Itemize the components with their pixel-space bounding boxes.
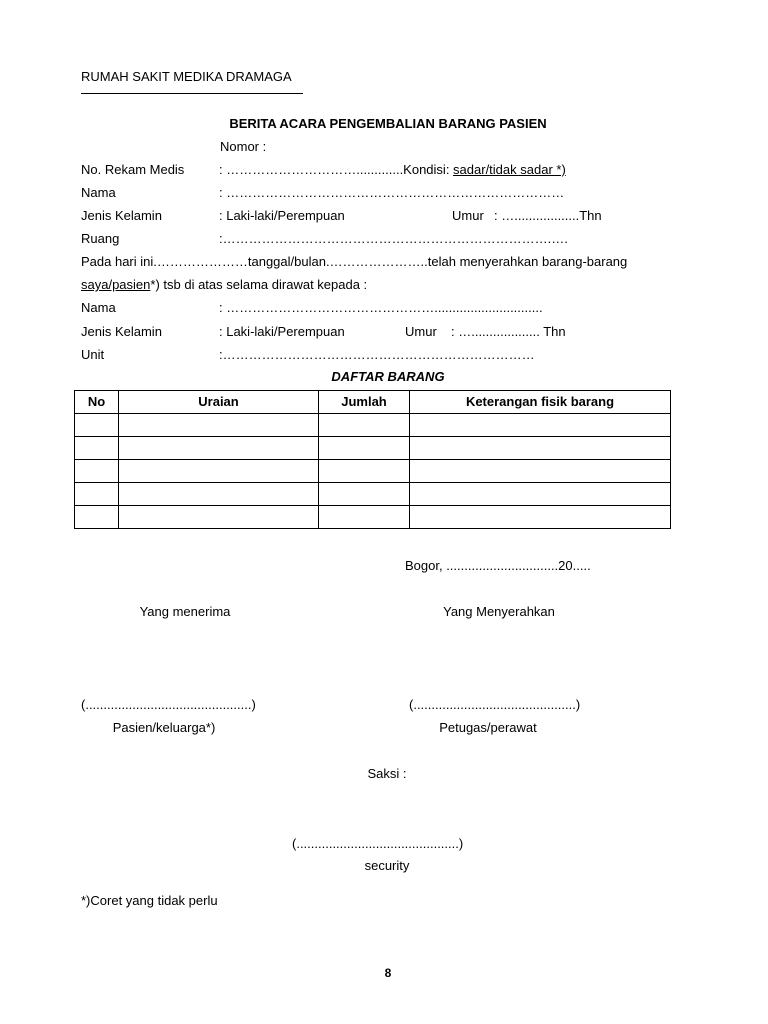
table-row bbox=[75, 414, 671, 437]
no-rekam-medis-label: No. Rekam Medis bbox=[81, 162, 185, 177]
page-number: 8 bbox=[384, 966, 392, 980]
table-cell bbox=[75, 460, 119, 483]
table-row bbox=[75, 437, 671, 460]
nomor-label: Nomor : bbox=[220, 139, 267, 154]
table-row bbox=[75, 483, 671, 506]
jenis-kelamin-label: Jenis Kelamin bbox=[81, 208, 162, 223]
witness-signature-blank: (.............................................) bbox=[292, 836, 464, 851]
table-cell bbox=[119, 414, 319, 437]
no-rekam-medis-field bbox=[219, 162, 566, 178]
recipient-umur-label: Umur bbox=[405, 324, 437, 339]
nama-field: : …………………………………………………………………… bbox=[219, 185, 565, 200]
footnote: *)Coret yang tidak perlu bbox=[81, 893, 218, 908]
table-cell bbox=[75, 483, 119, 506]
column-header-no: No bbox=[75, 391, 119, 414]
table-row bbox=[75, 506, 671, 529]
statement-line-1: Pada hari ini.…………………tanggal/bulan.…………………..telah menyerahkan barang-barang bbox=[81, 254, 628, 269]
recipient-nama-label: Nama bbox=[81, 300, 116, 315]
recipient-umur-field: : …................... Thn bbox=[451, 324, 566, 339]
giver-signature-blank: (.............................................) bbox=[409, 697, 581, 712]
statement-line-2 bbox=[81, 277, 367, 293]
table-cell bbox=[410, 483, 671, 506]
recipient-nama-field: : ………………………………………….............................. bbox=[219, 300, 543, 315]
table-cell bbox=[319, 483, 410, 506]
table-cell bbox=[410, 414, 671, 437]
column-header-jumlah: Jumlah bbox=[319, 391, 410, 414]
table-header-row bbox=[75, 391, 671, 414]
table-cell bbox=[410, 506, 671, 529]
table-cell bbox=[119, 437, 319, 460]
hospital-name: RUMAH SAKIT MEDIKA DRAMAGA bbox=[81, 69, 292, 84]
recipient-jenis-kelamin-label: Jenis Kelamin bbox=[81, 324, 162, 339]
umur-field: : …..................Thn bbox=[494, 208, 602, 223]
table-cell bbox=[410, 437, 671, 460]
witness-role: security bbox=[364, 858, 410, 873]
kondisi-options: sadar/tidak sadar *) bbox=[453, 162, 566, 177]
table-cell bbox=[119, 460, 319, 483]
document-title: BERITA ACARA PENGEMBALIAN BARANG PASIEN bbox=[229, 116, 547, 131]
saya-pasien-option: saya/pasien bbox=[81, 277, 151, 292]
statement-line-2-rest: *) tsb di atas selama dirawat kepada : bbox=[150, 277, 368, 292]
receiver-role: Pasien/keluarga*) bbox=[112, 720, 216, 735]
daftar-barang-table bbox=[74, 390, 671, 529]
table-cell bbox=[319, 437, 410, 460]
table-cell bbox=[75, 414, 119, 437]
recipient-jenis-kelamin-field: : Laki-laki/Perempuan bbox=[219, 324, 345, 339]
header-underline bbox=[81, 93, 303, 94]
umur-label: Umur bbox=[452, 208, 484, 223]
giver-role: Petugas/perawat bbox=[439, 720, 537, 735]
receiver-signature-blank: (..............................................) bbox=[81, 697, 256, 712]
ruang-label: Ruang bbox=[81, 231, 120, 246]
column-header-uraian: Uraian bbox=[119, 391, 319, 414]
ruang-field: :………………………………………………………………….…. bbox=[219, 231, 568, 246]
column-header-keterangan: Keterangan fisik barang bbox=[410, 391, 671, 414]
daftar-barang-title: DAFTAR BARANG bbox=[331, 369, 445, 384]
nama-label: Nama bbox=[81, 185, 116, 200]
table-cell bbox=[319, 506, 410, 529]
unit-label: Unit bbox=[81, 347, 105, 362]
witness-title: Saksi : bbox=[367, 766, 407, 781]
receiver-title: Yang menerima bbox=[139, 604, 231, 619]
place-date: Bogor, ...............................20..... bbox=[405, 558, 591, 573]
table-cell bbox=[319, 414, 410, 437]
giver-title: Yang Menyerahkan bbox=[443, 604, 555, 619]
jenis-kelamin-field: : Laki-laki/Perempuan bbox=[219, 208, 345, 223]
table-cell bbox=[410, 460, 671, 483]
table-cell bbox=[75, 437, 119, 460]
unit-field: :……………………………………………………………… bbox=[219, 347, 535, 362]
table-cell bbox=[119, 483, 319, 506]
table-cell bbox=[75, 506, 119, 529]
no-rekam-medis-value: : ………………………….............Kondisi: bbox=[219, 162, 454, 177]
table-row bbox=[75, 460, 671, 483]
table-cell bbox=[119, 506, 319, 529]
table-cell bbox=[319, 460, 410, 483]
